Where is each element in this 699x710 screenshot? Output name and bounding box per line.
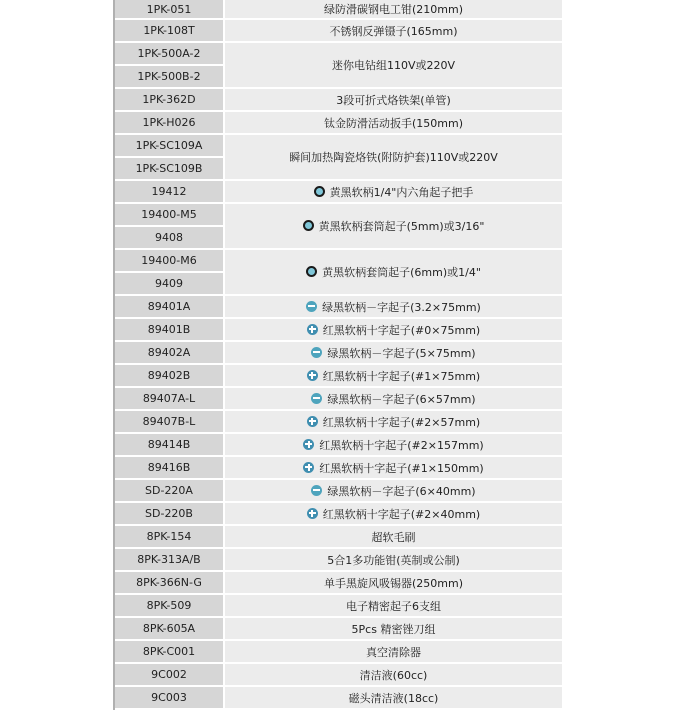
table-row [115,618,562,641]
product-code: SD-220B [115,503,225,526]
phillips-icon [303,439,314,450]
product-code: 89402A [115,342,225,365]
product-description-cell [225,204,562,250]
product-description: 不锈钢反弹镊子(165mm) [225,20,562,43]
phillips-icon [307,508,318,519]
product-code: 89407A-L [115,388,225,411]
product-code: 19400-M6 [115,250,225,273]
product-code: 1PK-H026 [115,112,225,135]
product-code: 9409 [115,273,225,296]
product-description: 5合1多功能钳(英制或公制) [225,549,562,572]
product-code: SD-220A [115,480,225,503]
product-code: 8PK-313A/B [115,549,225,572]
product-description: 超软毛刷 [225,526,562,549]
product-description: 红黑软柄十字起子(#1×150mm) [319,461,484,475]
table-row [115,664,562,687]
product-description: 3段可折式烙铁架(单管) [225,89,562,112]
product-code: 89416B [115,457,225,480]
product-description: 钛金防滑活动扳手(150mm) [225,112,562,135]
table-row [115,503,562,526]
product-description: 清洁液(60cc) [225,664,562,687]
table-row [115,135,562,158]
product-description: 红黑软柄十字起子(#1×75mm) [322,369,481,383]
product-code: 1PK-108T [115,20,225,43]
product-code: 8PK-605A [115,618,225,641]
product-description: 电子精密起子6支组 [225,595,562,618]
product-description: 黄黑软柄1/4"内六角起子把手 [329,185,474,199]
phillips-icon [307,416,318,427]
product-code: 9C002 [115,664,225,687]
hex-bit-icon [303,220,314,231]
product-description: 红黑软柄十字起子(#0×75mm) [322,323,481,337]
product-description: 绿黑软柄－字起子(3.2×75mm) [322,300,481,314]
product-code: 8PK-366N-G [115,572,225,595]
phillips-icon [307,370,318,381]
product-code: 1PK-SC109B [115,158,225,181]
table-row [115,112,562,135]
table-row [115,595,562,618]
product-description: 绿防滑碳钢电工钳(210mm) [225,0,562,20]
product-description: 绿黑软柄－字起子(5×75mm) [327,346,476,360]
product-description: 红黑软柄十字起子(#2×57mm) [322,415,481,429]
product-description-cell [225,365,562,388]
product-description: 黄黑软柄套筒起子(5mm)或3/16" [318,220,485,233]
table-row [115,480,562,503]
product-description: 迷你电钻组110V或220V [225,43,562,89]
product-code: 19412 [115,181,225,204]
product-code: 8PK-154 [115,526,225,549]
product-code: 1PK-500A-2 [115,43,225,66]
product-description-cell [225,457,562,480]
table-row [115,250,562,273]
table-row [115,296,562,319]
product-table [115,0,562,710]
flat-blade-icon [311,393,322,404]
table-row [115,434,562,457]
product-code: 89407B-L [115,411,225,434]
product-code: 19400-M5 [115,204,225,227]
table-row [115,388,562,411]
table-row [115,181,562,204]
product-description-cell [225,388,562,411]
product-description: 绿黑软柄－字起子(6×40mm) [327,484,476,498]
table-row [115,549,562,572]
phillips-icon [303,462,314,473]
product-description-cell [225,319,562,342]
product-description: 磁头清洁液(18cc) [225,687,562,710]
table-row [115,89,562,112]
product-description-cell [225,342,562,365]
phillips-icon [307,324,318,335]
table-row [115,572,562,595]
product-description: 绿黑软柄－字起子(6×57mm) [327,392,476,406]
product-description: 瞬间加热陶瓷烙铁(附防护套)110V或220V [225,135,562,181]
product-description: 黄黑软柄套筒起子(6mm)或1/4" [322,266,481,279]
table-row [115,20,562,43]
product-code: 1PK-500B-2 [115,66,225,89]
table-row [115,687,562,710]
product-description: 真空清除器 [225,641,562,664]
product-code: 8PK-C001 [115,641,225,664]
table-row [115,641,562,664]
product-description-cell [225,250,562,296]
product-description-cell [225,480,562,503]
product-code: 1PK-SC109A [115,135,225,158]
product-code: 9408 [115,227,225,250]
product-description-cell [225,503,562,526]
table-row [115,319,562,342]
product-description: 红黑软柄十字起子(#2×157mm) [319,438,484,452]
table-row [115,365,562,388]
product-code: 89402B [115,365,225,388]
hex-bit-icon [306,266,317,277]
product-description: 5Pcs 精密锉刀组 [225,618,562,641]
table-row [115,204,562,227]
flat-blade-icon [306,301,317,312]
product-code: 9C003 [115,687,225,710]
product-code: 8PK-509 [115,595,225,618]
product-description-cell [225,411,562,434]
product-code: 1PK-362D [115,89,225,112]
product-description: 单手黑旋风吸锡器(250mm) [225,572,562,595]
product-description-cell [225,181,562,204]
flat-blade-icon [311,347,322,358]
product-code: 89414B [115,434,225,457]
product-code: 89401B [115,319,225,342]
table-row [115,457,562,480]
product-description: 红黑软柄十字起子(#2×40mm) [322,507,481,521]
hex-bit-icon [314,186,325,197]
table-row [115,0,562,20]
product-description-cell [225,296,562,319]
product-code: 89401A [115,296,225,319]
table-row [115,411,562,434]
product-description-cell [225,434,562,457]
table-row [115,342,562,365]
table-row [115,526,562,549]
flat-blade-icon [311,485,322,496]
product-code: 1PK-051 [115,0,225,20]
table-row [115,43,562,66]
